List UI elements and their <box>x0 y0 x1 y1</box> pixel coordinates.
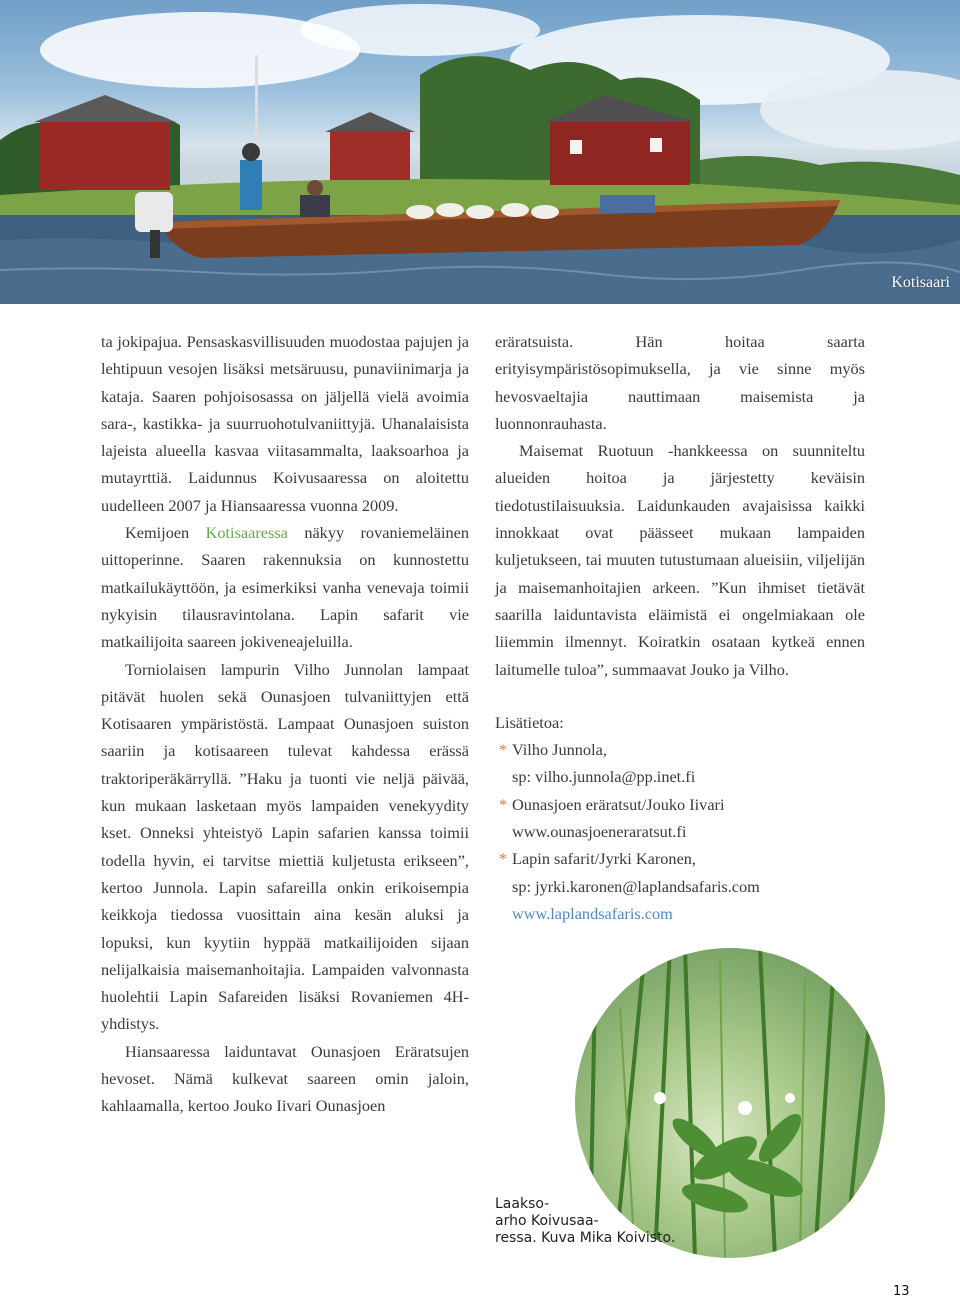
info-item: * Vilho Junnola, <box>495 736 865 763</box>
bullet-star-icon: * <box>499 794 508 814</box>
info-contact: www.ounasjoeneraratsut.fi <box>512 822 687 842</box>
bullet-star-icon: * <box>499 849 508 869</box>
website-link[interactable]: www.laplandsafaris.com <box>512 903 673 923</box>
photo-caption: Laakso- arho Koivusaa- ressa. Kuva Mika Koivisto. <box>495 1196 676 1246</box>
paragraph: eräratsuista. Hän hoitaa saarta erityisympäristösopimuksella, ja vie sinne myös hevosvaeltajia nauttimaan maisemista ja luonnonrauhasta. <box>495 332 865 433</box>
right-column <box>495 328 865 927</box>
info-item: * Ounasjoen eräratsut/Jouko Iivari <box>495 791 865 818</box>
paragraph: Hiansaaressa laiduntavat Ounasjoen Eräratsujen hevoset. Nämä kulkevat saareen omin jaloin, kahlaamalla, kertoo Jouko Iivari Ounasjoen <box>101 1041 469 1116</box>
info-heading: Lisätietoa: <box>495 712 564 732</box>
left-column <box>101 328 469 1120</box>
paragraph: Maisemat Ruotuun -hankkeessa on suunniteltu alueiden hoitoa ja järjestetty keväisin tiedotustilaisuuksia. Laidunkauden avajaisissa kaikki innokkaat ovat päässeet mukaan lampaiden kuljetukseen, tai muuten tutustumaan alueisiin, viljelijän ja maisemanhoitajien arkeen. ”Kun ihmiset tietävät saarilla laiduntavista eläimistä ei ongelmiakaan ole liiemmin ilmennyt. Koiratkin osataan kytkeä ennen laitumelle tuloa”, summaavat Jouko ja Vilho. <box>495 441 865 679</box>
bullet-star-icon: * <box>499 740 508 760</box>
page-number: 13 <box>893 1284 910 1299</box>
paragraph: ta jokipajua. Pensaskasvillisuuden muodostaa pajujen ja lehtipuun vesojen lisäksi metsäruusu, punaviinimarja ja kataja. Saaren pohjoisosassa on jäljellä vielä avoimia sara-, kastikka- ja suurruohotulvaniittyjä. Uhanalaisista lajeista alueella kasvaa viitasammalta, laaksoarhoa ja mutayrttiä. Laidunnus Koivusaaressa on aloitettu uudelleen 2007 ja Hiansaaressa vuonna 2009. <box>101 332 469 515</box>
paragraph: Kemijoen Kotisaaressa näkyy rovaniemeläinen uittoperinne. Saaren rakennuksia on kunnostettu matkailukäyttöön, ja esimerkiksi vanha venevaja toimii nykyisin tilausravintolana. Lapin safarit vie matkailijoita saareen jokiveneajeluilla. <box>101 523 470 652</box>
river-boat-illustration <box>0 0 960 304</box>
hero-photo <box>0 0 960 304</box>
paragraph: Torniolaisen lampurin Vilho Junnolan lampaat pitävät huolen sekä Ounasjoen tulvaniittyjen että Kotisaaren ympäristöstä. Lampaat Ounasjoen suiston saariin ja kotisaareen tulevat kahdessa erässä traktoriperäkärryllä. ”Haku ja tuonti vie neljä päivää, kun mukaan lasketaan myös lampaiden venekyydity kset. Onneksi yhteistyö Lapin safarien kanssa toimii todella hyvin, ei tarvitse miettiä kuljetusta erikseen”, kertoo Junnola. Lapin safareilla onkin erikoisempia keikkoja tiedossa vuosittain aina kesän aluksi ja lopuksi, kun kyytiin hyppää matkailijoiden sijaan nelijalkaisia maisemanhoitajia. Lampaiden valvonnasta huolehtii Lapin Safareiden lisäksi Rovaniemen 4H-yhdistys. <box>101 659 469 1034</box>
highlight-text: Kotisaaressa <box>205 523 288 543</box>
info-item: * Lapin safarit/Jyrki Karonen, <box>495 845 865 872</box>
hero-caption: Kotisaari <box>891 274 950 291</box>
info-contact: sp: jyrki.karonen@laplandsafaris.com <box>512 876 760 896</box>
info-contact: sp: vilho.junnola@pp.inet.fi <box>512 767 696 787</box>
